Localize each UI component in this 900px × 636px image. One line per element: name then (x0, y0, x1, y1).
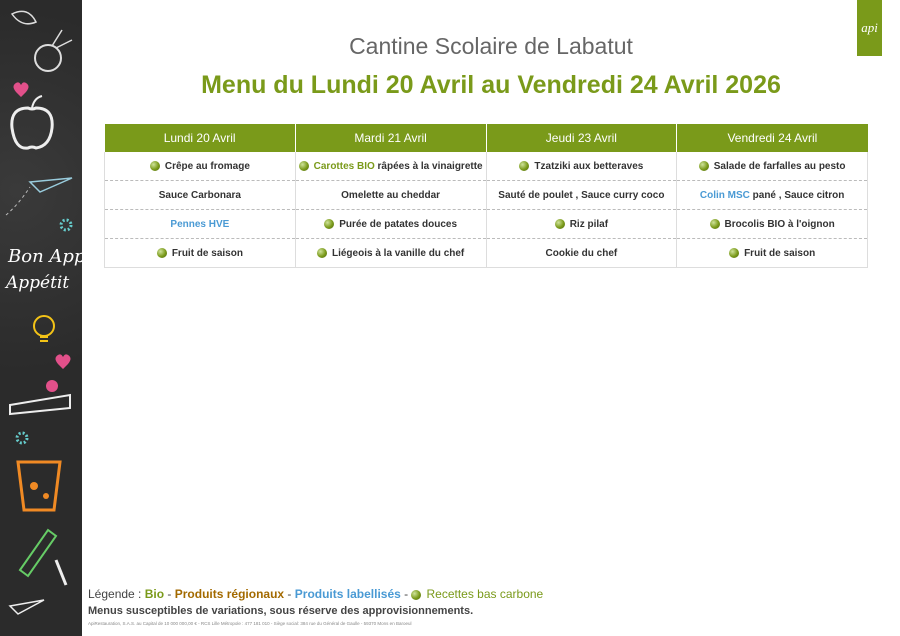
menu-item (677, 152, 868, 181)
dish-name: Cookie du chef (545, 247, 618, 259)
legend-bio: Bio (144, 587, 165, 601)
menu-table (104, 124, 868, 268)
day-header: Mardi 21 Avril (295, 124, 486, 152)
low-carbon-icon (411, 590, 421, 600)
low-carbon-icon (710, 219, 720, 229)
dish-name: Crêpe au fromage (164, 160, 250, 172)
legal-fine-print: ApiRestauration, S.A.S. au Capital de 10 000 000,00 € - RCS Lille Métropole : 477 181 010 - Siège social: 384 rue du Général de Gaulle - 59370 Mons en Baroeul (88, 621, 412, 626)
menu-item (486, 239, 677, 268)
menu-subtitle: Menu du Lundi 20 Avril au Vendredi 24 Avril 2026 (201, 71, 781, 99)
menu-item (105, 210, 296, 239)
low-carbon-icon (299, 161, 309, 171)
svg-text:Appétit: Appétit (6, 273, 70, 293)
pencil-icon (20, 530, 56, 576)
dish-name: Liégeois à la vanille du chef (331, 247, 465, 259)
dish-name: Omelette au cheddar (341, 189, 441, 201)
low-carbon-icon (150, 161, 160, 171)
dish-name: Sauté de poulet , Sauce curry coco (498, 189, 665, 201)
dish-name: Tzatziki aux betteraves (534, 160, 644, 172)
menu-item (677, 210, 868, 239)
menu-item (295, 152, 486, 181)
low-carbon-icon (699, 161, 709, 171)
api-logo: api (857, 0, 882, 56)
menu-item (486, 152, 677, 181)
day-header: Jeudi 23 Avril (486, 124, 677, 152)
menu-item (677, 181, 868, 210)
menu-row (105, 210, 868, 239)
lightbulb-icon (34, 316, 54, 336)
legend-separator: - (164, 587, 175, 601)
low-carbon-icon (729, 248, 739, 258)
cake-icon (10, 395, 70, 414)
menu-item (295, 239, 486, 268)
menu-item (486, 181, 677, 210)
menu-row (105, 239, 868, 268)
low-carbon-icon (157, 248, 167, 258)
low-carbon-icon (519, 161, 529, 171)
legend-separator: - (284, 587, 295, 601)
menu-item (677, 239, 868, 268)
dish-name: pané , Sauce citron (749, 189, 845, 201)
variation-note: Menus susceptibles de variations, sous réserve des approvisionnements. (88, 605, 474, 617)
menu-item (295, 181, 486, 210)
gear-icon (61, 220, 71, 230)
bio-label: Carottes BIO (313, 160, 375, 172)
low-carbon-icon (324, 219, 334, 229)
dish-name: râpées à la vinaigrette (374, 160, 483, 172)
dish-name: Salade de farfalles au pesto (713, 160, 846, 172)
dish-name: Purée de patates douces (339, 218, 458, 230)
menu-item (295, 210, 486, 239)
legend-regional: Produits régionaux (174, 587, 285, 601)
legend (88, 587, 543, 601)
juice-glass-icon (18, 462, 60, 510)
menu-item (486, 210, 677, 239)
dish-name: Riz pilaf (569, 218, 609, 230)
menu-item (105, 181, 296, 210)
day-header: Vendredi 24 Avril (677, 124, 868, 152)
labelled-label: Colin MSC (699, 189, 750, 201)
menu-header-row (105, 124, 868, 152)
page-title: Cantine Scolaire de Labatut (349, 33, 633, 59)
menu-row (105, 152, 868, 181)
apple-icon (12, 108, 52, 148)
dish-name: Fruit de saison (744, 247, 816, 259)
day-header: Lundi 20 Avril (105, 124, 296, 152)
bon-appetit-text: Bon Appétit (8, 246, 117, 267)
dish-name: Brocolis BIO à l'oignon (724, 218, 835, 230)
legend-prefix: Légende : (88, 587, 145, 601)
leaf-icon (12, 11, 36, 23)
legend-labelled: Produits labellisés (294, 587, 401, 601)
dish-name: Sauce Carbonara (158, 189, 241, 201)
low-carbon-icon (555, 219, 565, 229)
legend-low-carbon: Recettes bas carbone (426, 587, 544, 601)
labelled-label: Pennes HVE (170, 218, 230, 230)
menu-body (105, 152, 868, 268)
beet-icon (35, 45, 61, 71)
heart-icon (14, 82, 29, 97)
paper-plane-icon (30, 178, 72, 192)
low-carbon-icon (317, 248, 327, 258)
legend-separator: - (400, 587, 412, 601)
menu-item (105, 152, 296, 181)
menu-row (105, 181, 868, 210)
menu-item (105, 239, 296, 268)
dish-name: Fruit de saison (171, 247, 243, 259)
